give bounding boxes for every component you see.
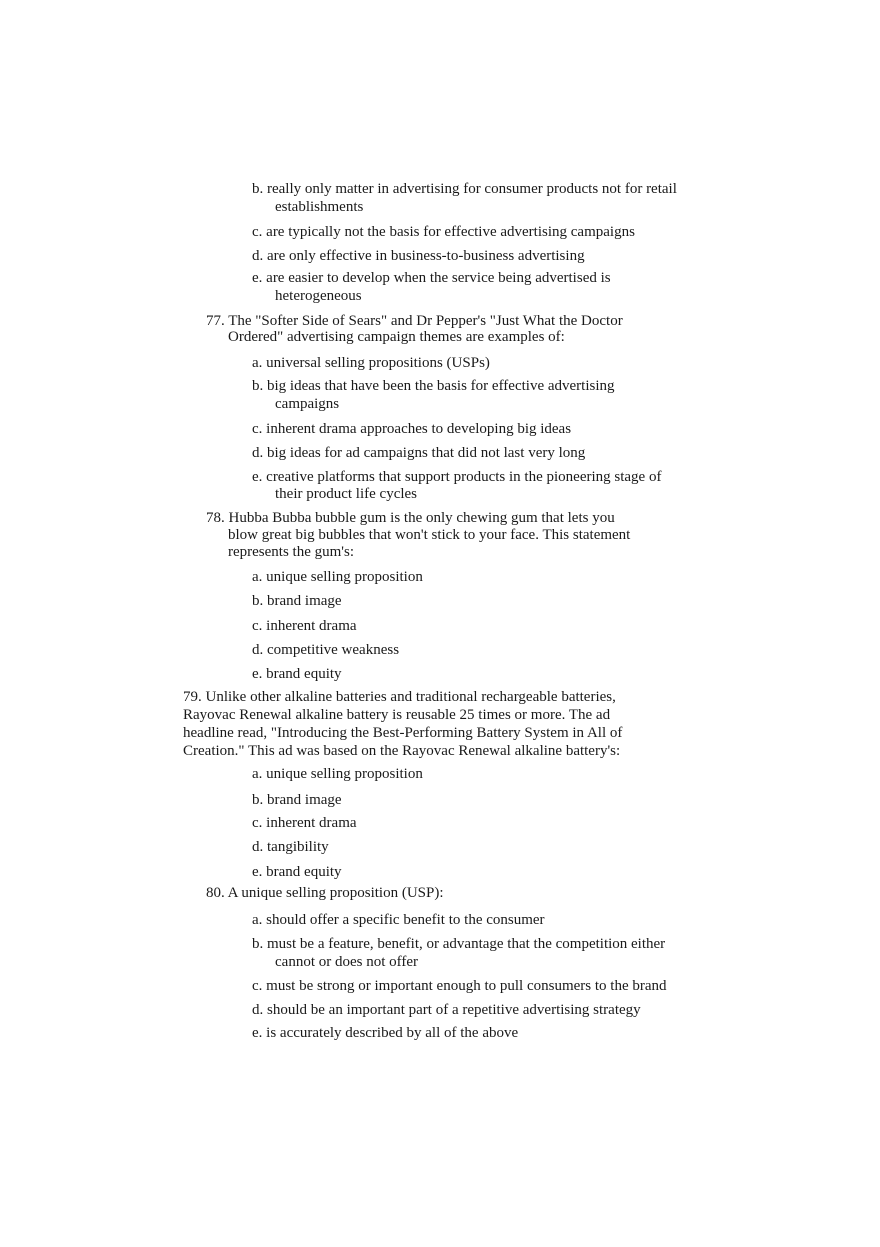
q78-option-b: b. brand image bbox=[252, 593, 342, 609]
q80-stem: 80. A unique selling proposition (USP): bbox=[206, 885, 444, 901]
q77-option-e-cont: their product life cycles bbox=[275, 486, 418, 502]
q77-stem: 77. The "Softer Side of Sears" and Dr Pepper's "Just What the Doctor bbox=[206, 313, 623, 329]
q79-stem-cont-1: Rayovac Renewal alkaline battery is reusable 25 times or more. The ad bbox=[183, 707, 611, 723]
q79-option-a: a. unique selling proposition bbox=[252, 766, 423, 782]
q79-stem-cont-3: Creation." This ad was based on the Rayovac Renewal alkaline battery's: bbox=[183, 743, 621, 759]
q80-option-e: e. is accurately described by all of the above bbox=[252, 1025, 519, 1041]
q76-option-e: e. are easier to develop when the service being advertised is bbox=[252, 270, 611, 286]
q79-option-d: d. tangibility bbox=[252, 839, 329, 855]
q80-option-c: c. must be strong or important enough to pull consumers to the brand bbox=[252, 978, 667, 994]
q76-option-c: c. are typically not the basis for effective advertising campaigns bbox=[252, 224, 635, 240]
q78-option-d: d. competitive weakness bbox=[252, 642, 400, 658]
q80-option-b: b. must be a feature, benefit, or advantage that the competition either bbox=[252, 936, 666, 952]
q79-stem: 79. Unlike other alkaline batteries and traditional rechargeable batteries, bbox=[183, 689, 616, 705]
q78-option-c: c. inherent drama bbox=[252, 618, 357, 634]
q76-option-b-cont: establishments bbox=[275, 199, 364, 215]
q76-option-b: b. really only matter in advertising for consumer products not for retail bbox=[252, 181, 677, 197]
q77-stem-cont: Ordered" advertising campaign themes are examples of: bbox=[228, 329, 565, 345]
q77-option-e: e. creative platforms that support products in the pioneering stage of bbox=[252, 469, 662, 485]
q78-option-e: e. brand equity bbox=[252, 666, 342, 682]
q79-stem-cont-2: headline read, "Introducing the Best-Performing Battery System in All of bbox=[183, 725, 623, 741]
q77-option-a: a. universal selling propositions (USPs) bbox=[252, 355, 490, 371]
q76-option-d: d. are only effective in business-to-business advertising bbox=[252, 248, 585, 264]
q76-option-e-cont: heterogeneous bbox=[275, 288, 362, 304]
q79-option-c: c. inherent drama bbox=[252, 815, 357, 831]
q78-stem-cont-1: blow great big bubbles that won't stick to your face. This statement bbox=[228, 527, 631, 543]
q77-option-b-cont: campaigns bbox=[275, 396, 340, 412]
q80-option-b-cont: cannot or does not offer bbox=[275, 954, 419, 970]
q79-option-e: e. brand equity bbox=[252, 864, 342, 880]
q80-option-a: a. should offer a specific benefit to the consumer bbox=[252, 912, 545, 928]
q77-option-d: d. big ideas for ad campaigns that did not last very long bbox=[252, 445, 586, 461]
q78-stem: 78. Hubba Bubba bubble gum is the only chewing gum that lets you bbox=[206, 510, 615, 526]
q80-option-d: d. should be an important part of a repetitive advertising strategy bbox=[252, 1002, 641, 1018]
q77-option-b: b. big ideas that have been the basis for effective advertising bbox=[252, 378, 615, 394]
q79-option-b: b. brand image bbox=[252, 792, 342, 808]
q78-stem-cont-2: represents the gum's: bbox=[228, 544, 355, 560]
q78-option-a: a. unique selling proposition bbox=[252, 569, 423, 585]
q77-option-c: c. inherent drama approaches to developing big ideas bbox=[252, 421, 572, 437]
